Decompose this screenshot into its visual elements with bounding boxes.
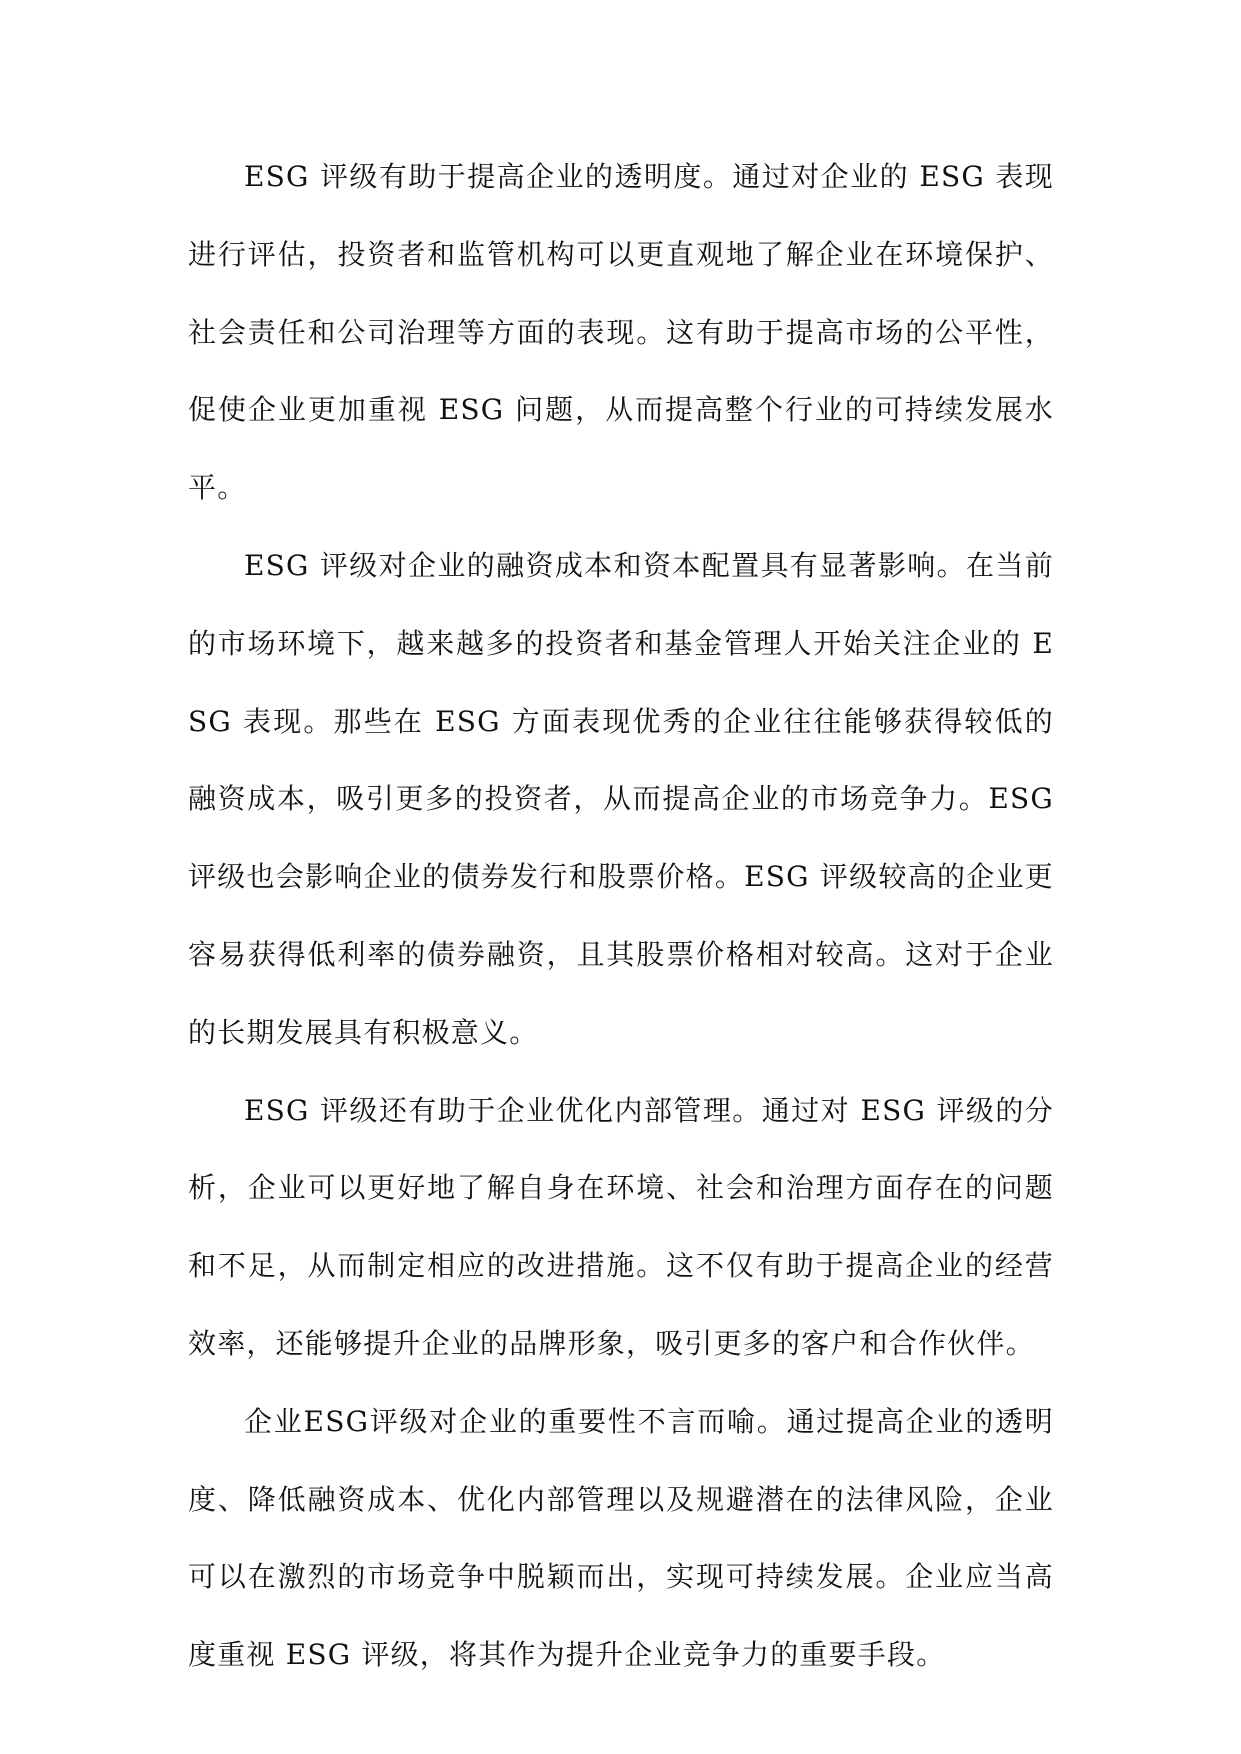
body-text bbox=[188, 138, 1054, 1694]
paragraph-esg-financing: ESG 评级对企业的融资成本和资本配置具有显著影响。在当前的市场环境下，越来越多的投资者和基金管理人开始关注企业的 ESG 表现。那些在 ESG 方面表现优秀的企业往往能够获得较低的融资成本，吸引更多的投资者，从而提高企业的市场竞争力。ESG 评级也会影响企业的债券发行和股票价格。ESG 评级较高的企业更容易获得低利率的债券融资，且其股票价格相对较高。这对于企业的长期发展具有积极意义。 bbox=[188, 548, 1054, 1049]
paragraph-esg-conclusion: 企业ESG评级对企业的重要性不言而喻。通过提高企业的透明度、降低融资成本、优化内部管理以及规避潜在的法律风险，企业可以在激烈的市场竞争中脱颖而出，实现可持续发展。企业应当高度重视 ESG 评级，将其作为提升企业竞争力的重要手段。 bbox=[188, 1404, 1054, 1672]
paragraph-esg-management: ESG 评级还有助于企业优化内部管理。通过对 ESG 评级的分析，企业可以更好地了解自身在环境、社会和治理方面存在的问题和不足，从而制定相应的改进措施。这不仅有助于提高企业的经营效率，还能够提升企业的品牌形象，吸引更多的客户和合作伙伴。 bbox=[188, 1093, 1054, 1360]
paragraph-esg-transparency: ESG 评级有助于提高企业的透明度。通过对企业的 ESG 表现进行评估，投资者和监管机构可以更直观地了解企业在环境保护、社会责任和公司治理等方面的表现。这有助于提高市场的公平性，促使企业更加重视 ESG 问题，从而提高整个行业的可持续发展水平。 bbox=[188, 160, 1054, 505]
